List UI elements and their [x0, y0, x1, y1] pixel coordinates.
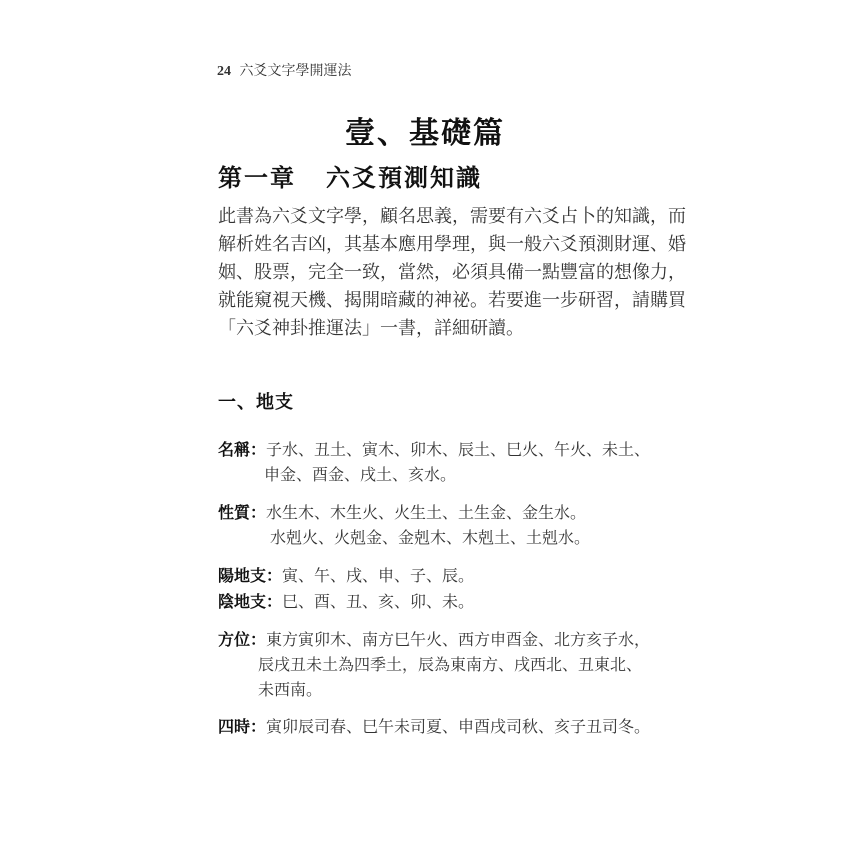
entry-text: 水生木、木生火、火生土、土生金、金生水。 [266, 503, 587, 522]
intro-paragraph [218, 203, 686, 343]
chapter-title: 六爻預測知識 [326, 164, 482, 192]
entry-label: 方位： [218, 630, 267, 649]
paragraph-line: 就能窺視天機、揭開暗藏的神祕。若要進一步研習，請購買 [218, 290, 686, 311]
entry-text: 未西南。 [258, 680, 323, 699]
entry-text: 寅卯辰司春、巳午未司夏、申酉戌司秋、亥子丑司冬。 [266, 717, 651, 736]
book-title: 六爻文字學開運法 [239, 63, 352, 79]
entry-directions [218, 627, 650, 702]
entry-label: 性質： [218, 503, 267, 522]
entry-yin-branches [218, 589, 474, 614]
page-number: 24 [217, 64, 231, 79]
entry-text: 巳、酉、丑、亥、卯、未。 [282, 592, 475, 611]
entry-text: 水剋火、火剋金、金剋木、木剋土、土剋水。 [270, 528, 591, 547]
chapter-heading [218, 158, 482, 193]
entry-names [218, 437, 650, 487]
section-heading: 一、地支 [218, 392, 294, 413]
entry-label: 名稱： [218, 440, 267, 459]
part-title: 壹、基礎篇 [345, 116, 505, 151]
entry-yang-branches [218, 563, 474, 588]
paragraph-line: 解析姓名吉凶，其基本應用學理，與一般六爻預測財運、婚 [218, 234, 686, 255]
entry-text: 東方寅卯木、南方巳午火、西方申酉金、北方亥子水， [266, 630, 651, 649]
entry-label: 四時： [218, 717, 267, 736]
paragraph-line: 此書為六爻文字學，顧名思義，需要有六爻占卜的知識，而 [218, 206, 686, 227]
running-header [217, 60, 351, 80]
entry-text: 申金、酉金、戌土、亥水。 [264, 465, 457, 484]
entry-seasons [218, 714, 650, 739]
entry-label: 陽地支： [218, 566, 283, 585]
paragraph-line: 姻、股票，完全一致，當然，必須具備一點豐富的想像力， [218, 262, 686, 283]
entry-text: 辰戌丑未土為四季土，辰為東南方、戌西北、丑東北、 [258, 655, 643, 674]
chapter-number: 第一章 [218, 164, 296, 192]
entry-text: 子水、丑土、寅木、卯木、辰土、巳火、午火、未土、 [266, 440, 651, 459]
entry-text: 寅、午、戌、申、子、辰。 [282, 566, 475, 585]
paragraph-line: 「六爻神卦推運法」一書，詳細研讀。 [218, 318, 524, 339]
entry-label: 陰地支： [218, 592, 283, 611]
entry-properties [218, 500, 590, 550]
